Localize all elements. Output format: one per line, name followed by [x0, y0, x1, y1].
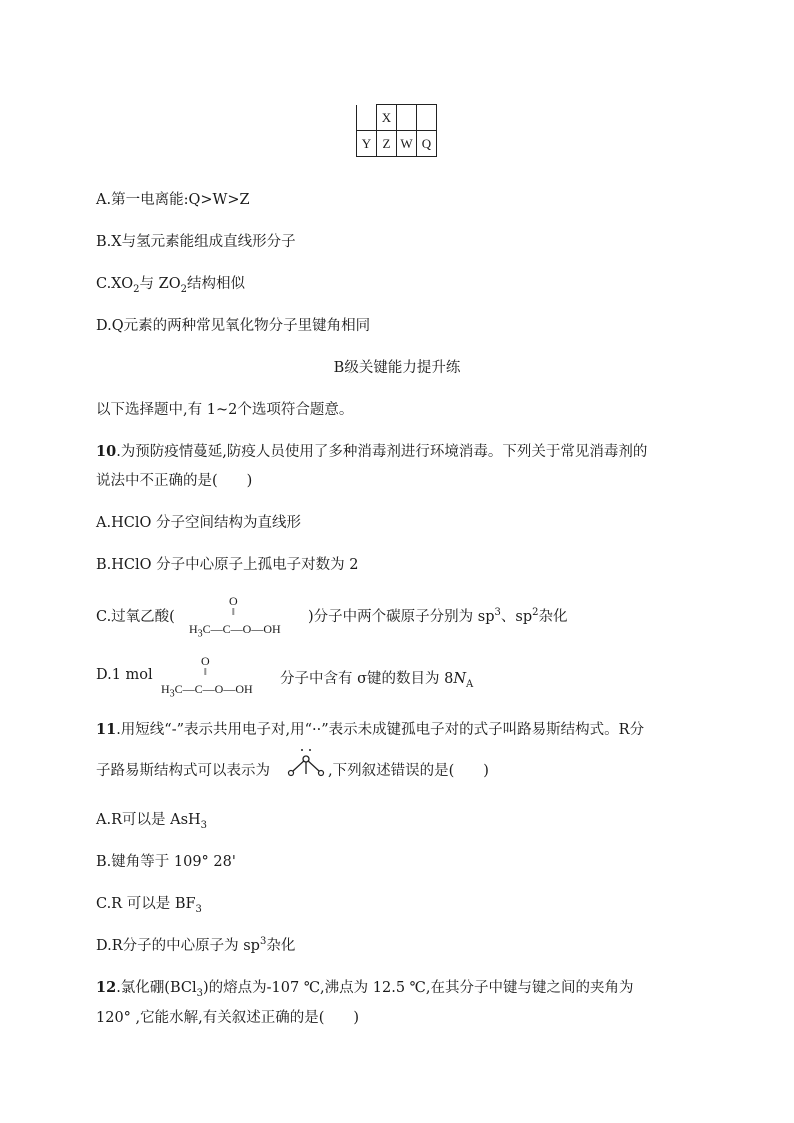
table-cell	[397, 105, 417, 131]
lewis-structure-icon	[284, 746, 328, 778]
q12-stem-line1: 12.氯化硼(BCl$_3$)的熔点为-107 ℃,沸点为 12.5 ℃,在其分子中键与键之间的夹角为	[96, 979, 634, 999]
table-cell	[417, 105, 437, 131]
element-position-table	[356, 104, 437, 157]
q11-option-c: C.R 可以是 $BF_3$	[96, 896, 202, 915]
structure-formula: $H_3C—C—O—OH$	[189, 622, 281, 640]
q11-stem-line2-pre: 子路易斯结构式可以表示为	[96, 763, 270, 779]
table-cell	[357, 105, 377, 131]
section-instruction: 以下选择题中,有 1~2个选项符合题意。	[96, 402, 354, 418]
q11-option-b: B.键角等于 109° 28'	[96, 854, 236, 870]
q10-option-d-pre: D.1 mol	[96, 667, 153, 683]
q10-stem-line2: 说法中不正确的是( )	[96, 473, 253, 489]
table-cell-w: W	[397, 131, 417, 157]
q11-stem-line2-post: ,下列叙述错误的是( )	[328, 763, 489, 779]
q11-option-d: D.R分子的中心原子为 $sp^3$杂化	[96, 936, 296, 954]
q10-option-b: B.HClO 分子中心原子上孤电子对数为 2	[96, 557, 359, 573]
q9-option-d: D.Q元素的两种常见氧化物分子里键角相同	[96, 318, 371, 334]
double-bond: ‖	[204, 667, 207, 678]
carbonyl-oxygen: O	[229, 594, 238, 608]
table-cell-z: Z	[377, 131, 397, 157]
double-bond: ‖	[232, 607, 235, 618]
structure-formula: $H_3C—C—O—OH$	[161, 682, 253, 700]
q9-option-b: B.X与氢元素能组成直线形分子	[96, 234, 296, 250]
q11-option-a: A.R可以是 AsH$_3$	[96, 812, 208, 831]
table-cell-q: Q	[417, 131, 437, 157]
q10-option-c-post: )分子中两个碳原子分别为 $sp^3$、$sp^2$杂化	[308, 607, 568, 625]
q10-option-a: A.HClO 分子空间结构为直线形	[96, 515, 301, 531]
q10-stem-line1: 10.为预防疫情蔓延,防疫人员使用了多种消毒剂进行环境消毒。下列关于常见消毒剂的	[96, 443, 648, 460]
q12-stem-line2: 120° ,它能水解,有关叙述正确的是( )	[96, 1010, 360, 1026]
q10-option-d-post: 分子中含有 σ键的数目为 $8N_A$	[280, 671, 474, 690]
q10-option-c-pre: C.过氧乙酸(	[96, 609, 175, 625]
table-cell-x: X	[377, 105, 397, 131]
q9-option-c: $C.XO_2$与 $ZO_2$结构相似	[96, 276, 245, 295]
section-title: B级关键能力提升练	[333, 360, 461, 376]
q11-stem-line1: 11.用短线“-”表示共用电子对,用“··”表示未成键孤电子对的式子叫路易斯结构式。R分	[96, 721, 645, 738]
carbonyl-oxygen: O	[201, 654, 210, 668]
q9-option-a: A.第一电离能:Q>W>Z	[96, 192, 250, 208]
table-cell-y: Y	[357, 131, 377, 157]
